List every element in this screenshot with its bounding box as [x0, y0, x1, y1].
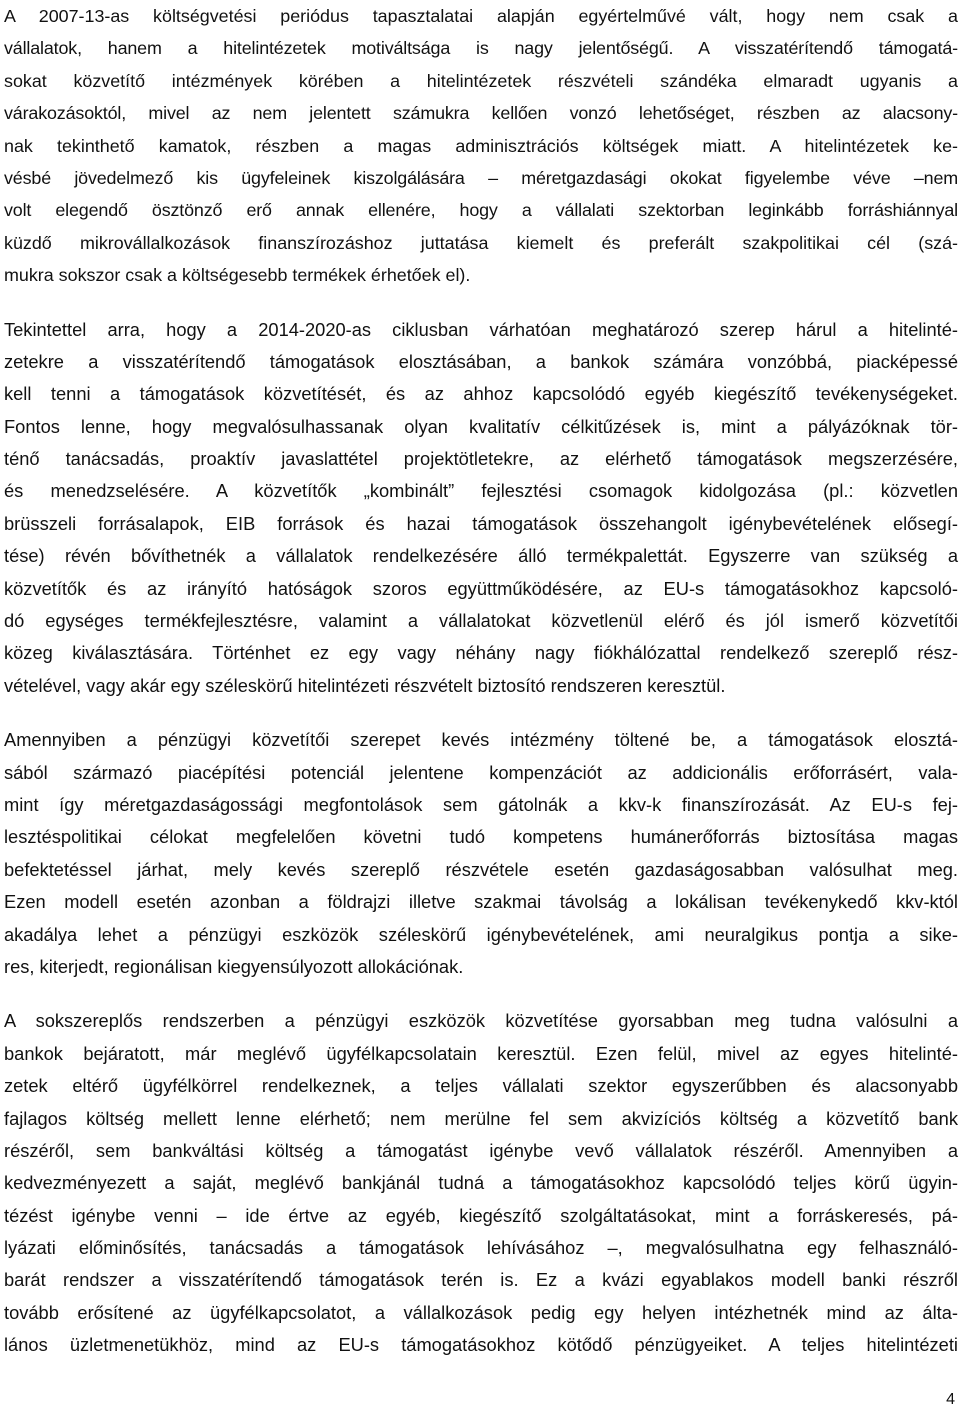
- paragraph-3: [4, 724, 958, 983]
- text-line: akadálya lehet a pénzügyi eszközök széleskörű igénybevételének, ami neuralgikus pontja a sike-: [4, 923, 958, 945]
- text-line: lyázati előminősítés, tanácsadás a támogatások lehívásához –, megvalósulhatna egy felhasználó-: [4, 1237, 958, 1259]
- text-line: tézést igénybe venni – ide értve az egyéb, kiegészítő szolgáltatásokat, mint a forráskeresés, pá-: [4, 1204, 958, 1226]
- text-line: Tekintettel arra, hogy a 2014-2020-as ciklusban várhatóan meghatározó szerep hárul a hitelinté-: [4, 318, 958, 340]
- text-line: volt elegendő ösztönző erő annak ellenére, hogy a vállalati szektorban leginkább forráshiánnyal: [4, 200, 958, 221]
- text-line: küzdő mikrovállalkozások finanszírozáshoz juttatása kiemelt és preferált szakpolitikai cél (szá-: [4, 232, 958, 253]
- text-line: vételével, vagy akár egy széleskörű hitelintézeti részvételt biztosító rendszeren keresztül.: [4, 674, 726, 696]
- paragraph-4: [4, 1005, 958, 1361]
- text-line: bankok bejáratott, már meglévő ügyfélkapcsolatain keresztül. Ezen felül, mivel az egyes hitelinté-: [4, 1042, 958, 1064]
- text-line: közvetítők és az irányító hatóságok szoros együttműködésére, az EU-s támogatásokhoz kapcsoló-: [4, 577, 958, 599]
- text-line: vésbé jövedelmező kis ügyfeleinek kiszolgálására – méretgazdasági okokat figyelembe véve –nem: [4, 167, 958, 188]
- text-line: tovább erősítené az ügyfélkapcsolatot, a vállalkozások pedig egy helyen intézhetnék mind az álta-: [4, 1301, 958, 1323]
- text-line: nak tekinthető kamatok, részben a magas adminisztrációs költségek miatt. A hitelintézetek ke-: [4, 135, 958, 156]
- text-line: sából származó piacépítési potenciál jelentene kompenzációt az addicionális erőforrásért, vala-: [4, 761, 958, 783]
- text-line: ténő tanácsadás, proaktív javaslattétel projektötletekre, az elérhető támogatások megszerzésére,: [4, 448, 958, 470]
- text-line: Ezen modell esetén azonban a földrajzi illetve szakmai távolság a lokálisan tevékenykedő kkv-któl: [4, 891, 958, 913]
- text-line: befektetéssel járhat, mely kevés szereplő részvétele esetén gazdaságosabban valósulhat meg.: [4, 858, 958, 880]
- text-line: és menedzselésére. A közvetítők „kombinált” fejlesztési csomagok kidolgozása (pl.: közvetlen: [4, 480, 958, 502]
- text-line: tése) révén bővíthetnék a vállalatok rendelkezésére álló termékpalettát. Egyszerre van szükség a: [4, 545, 958, 567]
- text-line: mukra sokszor csak a költségesebb termékek érhetőek el).: [4, 265, 471, 286]
- text-line: fajlagos költség mellett lenne elérhető; nem merülne fel sem akvizíciós költség a közvetítő bank: [4, 1107, 958, 1129]
- page-number: 4: [946, 1391, 955, 1408]
- text-line: kedvezményezett a saját, meglévő bankjánál tudná a támogatásokhoz kapcsolódó teljes körű ügyin-: [4, 1172, 958, 1194]
- text-line: sokat közvetítő intézmények körében a hitelintézetek részvételi szándéka elmaradt ugyanis a: [4, 70, 958, 91]
- text-line: A 2007-13-as költségvetési periódus tapasztalatai alapján egyértelművé vált, hogy nem csak a: [4, 6, 958, 26]
- document-body: [4, 0, 958, 1384]
- text-line: brüsszeli forrásalapok, EIB források és hazai támogatások összehangolt igénybevételének elősegí-: [4, 512, 958, 534]
- text-line: dó egységes termékfejlesztésre, valamint a vállalatokat közvetlenül elérő és jól ismerő közvetítői: [4, 610, 958, 632]
- text-line: kell tenni a támogatások közvetítését, és az ahhoz kapcsolódó egyéb kiegészítő tevékenységeket.: [4, 383, 958, 405]
- text-line: lesztéspolitikai célokat megfelelően követni tudó kompetens humánerőforrás biztosítása magas: [4, 826, 958, 848]
- paragraph-1: [4, 0, 958, 292]
- text-line: Amennyiben a pénzügyi közvetítői szerepet kevés intézmény töltené be, a támogatások elosztá-: [4, 729, 958, 751]
- text-line: zetek eltérő ügyfélkörrel rendelkeznek, a teljes vállalati szektor egyszerűbben és alacsonyabb: [4, 1075, 958, 1097]
- text-line: barát rendszer a visszatérítendő támogatások terén is. Ez a kvázi egyablakos modell banki részről: [4, 1269, 958, 1291]
- text-line: vállalatok, hanem a hitelintézetek motiváltsága is nagy jelentőségű. A visszatérítendő támogatá-: [4, 38, 958, 59]
- paragraph-2: [4, 314, 958, 703]
- text-line: Fontos lenne, hogy megvalósulhassanak olyan kvalitatív célkitűzések is, mint a pályázóknak tör-: [4, 415, 958, 437]
- text-line: zetekre a visszatérítendő támogatások elosztásában, a bankok számára vonzóbbá, piacképessé: [4, 350, 958, 372]
- text-line: részéről, sem bankváltási költség a támogatást igénybe vevő vállalatok részéről. Amennyiben a: [4, 1139, 958, 1161]
- text-line: lános üzletmenetükhöz, mind az EU-s támogatásokhoz kötődő pénzügyeiket. A teljes hitelintézeti: [4, 1334, 958, 1356]
- text-line: A sokszereplős rendszerben a pénzügyi eszközök közvetítése gyorsabban meg tudna valósulni a: [4, 1010, 958, 1032]
- text-line: várakozásoktól, mivel az nem jelentett számukra kellően vonzó lehetőséget, részben az alacsony-: [4, 103, 958, 124]
- text-line: res, kiterjedt, regionálisan kiegyensúlyozott allokációnak.: [4, 955, 464, 977]
- text-line: mint így méretgazdaságossági megfontolások sem gátolnák a kkv-k finanszírozását. Az EU-s fej-: [4, 793, 958, 815]
- text-line: közeg kiválasztására. Történhet ez egy vagy néhány nagy fiókhálózattal rendelkező szereplő rész-: [4, 642, 958, 664]
